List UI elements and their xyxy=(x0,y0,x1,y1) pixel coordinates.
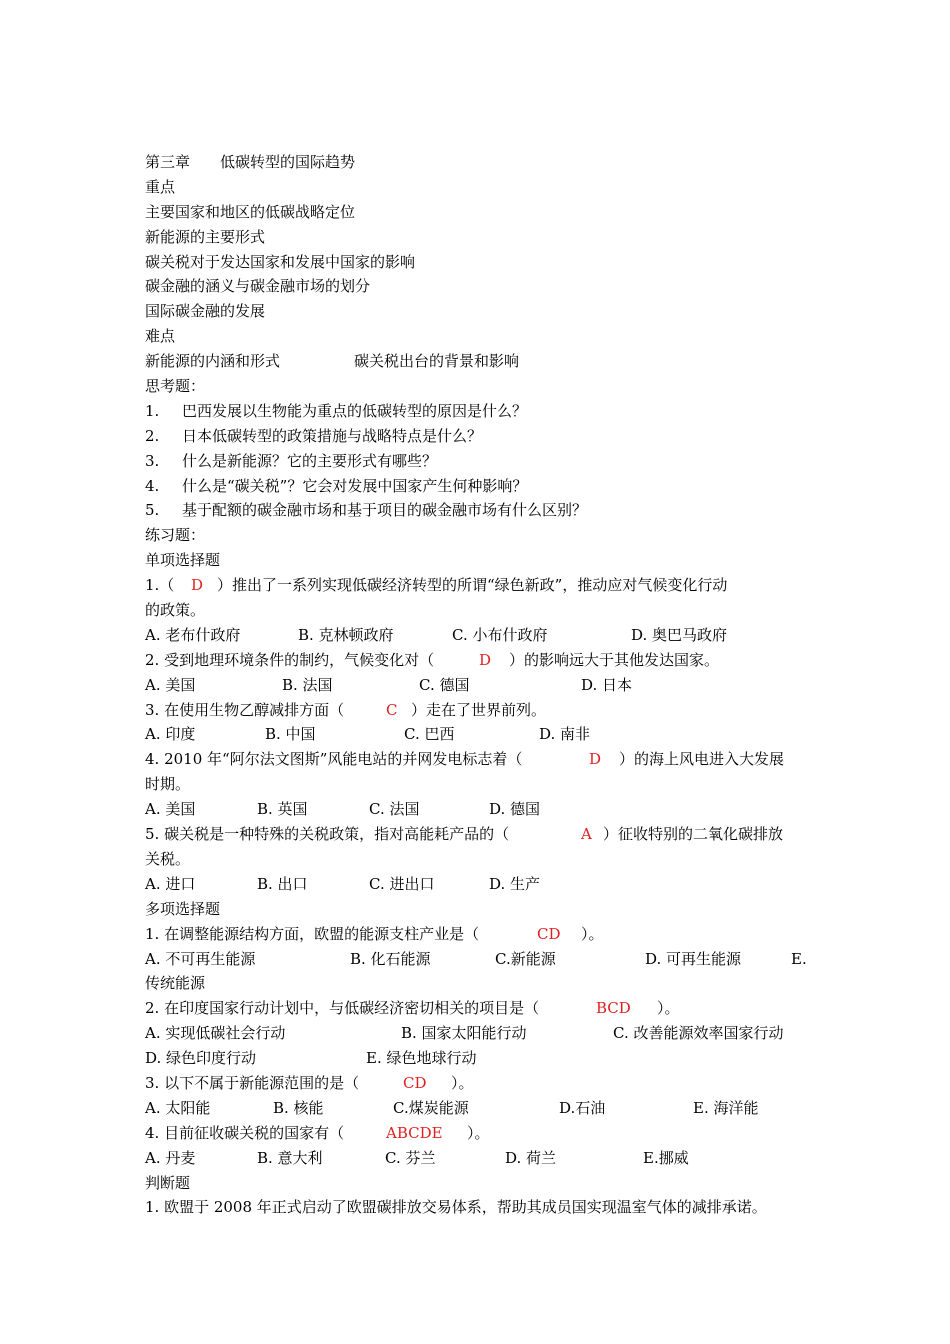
option: C. 进出口 xyxy=(369,874,435,893)
question-prefix: 4. 2010 年“阿尔法文图斯”风能电站的并网发电标志着（ xyxy=(145,750,523,769)
key-point: 新能源的主要形式 xyxy=(145,227,266,246)
question-suffix: ）的海上风电进入大发展 xyxy=(619,750,785,769)
option: C. 改善能源效率国家行动 xyxy=(613,1024,784,1043)
question-prefix: 5. 碳关税是一种特殊的关税政策，指对高能耗产品的（ xyxy=(145,825,510,844)
option: E. xyxy=(791,949,807,968)
multi-question-1 xyxy=(145,922,825,947)
options-row xyxy=(145,1096,825,1121)
difficult-heading: 难点 xyxy=(145,327,176,346)
difficult-point: 新能源的内涵和形式 xyxy=(145,352,281,371)
question-text: 基于配额的碳金融市场和基于项目的碳金融市场有什么区别？ xyxy=(182,501,588,520)
option: C. 德国 xyxy=(419,675,470,694)
question-suffix: ）。 xyxy=(657,999,680,1018)
single-question-4 xyxy=(145,747,825,772)
multi-choice-heading: 多项选择题 xyxy=(145,899,221,918)
option: B. 国家太阳能行动 xyxy=(401,1024,527,1043)
single-question-5 xyxy=(145,822,825,847)
option-continuation: 传统能源 xyxy=(145,974,206,993)
answer: C xyxy=(386,700,398,719)
option: C.煤炭能源 xyxy=(393,1098,469,1117)
option: A. 印度 xyxy=(145,725,196,744)
option: D. 南非 xyxy=(539,725,591,744)
option: A. 丹麦 xyxy=(145,1148,196,1167)
option: B. 核能 xyxy=(273,1098,324,1117)
option: A. 老布什政府 xyxy=(145,625,241,644)
question-number: 4. xyxy=(145,476,160,495)
question-suffix: ）。 xyxy=(467,1123,490,1142)
option: A. 美国 xyxy=(145,675,196,694)
think-question xyxy=(145,424,825,449)
chapter-title: 第三章 低碳转型的国际趋势 xyxy=(145,153,356,171)
question-prefix: 2. 在印度国家行动计划中，与低碳经济密切相关的项目是（ xyxy=(145,999,540,1018)
question-suffix: ）征收特别的二氧化碳排放 xyxy=(603,825,784,844)
question-text: 巴西发展以生物能为重点的低碳转型的原因是什么？ xyxy=(182,401,528,420)
option: B. 英国 xyxy=(257,800,308,819)
option: C.新能源 xyxy=(495,949,556,968)
option: D. 德国 xyxy=(489,800,541,819)
option: B. 意大利 xyxy=(257,1148,323,1167)
option: C. 巴西 xyxy=(404,725,455,744)
option: E. 绿色地球行动 xyxy=(366,1049,477,1068)
option: E.挪威 xyxy=(643,1148,689,1167)
question-number: 2. xyxy=(145,426,160,445)
answer: CD xyxy=(403,1073,427,1092)
option: A. 美国 xyxy=(145,800,196,819)
key-point: 碳金融的涵义与碳金融市场的划分 xyxy=(145,277,371,296)
judge-question-1: 1. 欧盟于 2008 年正式启动了欧盟碳排放交易体系，帮助其成员国实现温室气体的减排承诺。 xyxy=(145,1198,767,1217)
question-number: 1. xyxy=(145,401,160,420)
multi-question-2 xyxy=(145,996,825,1021)
question-text: 日本低碳转型的政策措施与战略特点是什么？ xyxy=(182,426,483,445)
question-number: 3. xyxy=(145,451,160,470)
options-row xyxy=(145,872,825,897)
question-suffix: ）走在了世界前列。 xyxy=(411,700,547,719)
answer: D xyxy=(479,650,492,669)
answer: D xyxy=(191,576,204,595)
difficult-point: 碳关税出台的背景和影响 xyxy=(354,352,520,371)
options-row xyxy=(145,1146,825,1171)
options-row xyxy=(145,1046,825,1071)
option: D. 荷兰 xyxy=(505,1148,557,1167)
answer: ABCDE xyxy=(386,1123,443,1142)
option: A. 太阳能 xyxy=(145,1098,211,1117)
question-prefix: 1.（ xyxy=(145,576,175,595)
question-suffix: ）的影响远大于其他发达国家。 xyxy=(509,650,720,669)
multi-question-3 xyxy=(145,1071,825,1096)
question-prefix: 4. 目前征收碳关税的国家有（ xyxy=(145,1123,345,1142)
option: B. 出口 xyxy=(257,874,308,893)
options-row xyxy=(145,1021,825,1046)
document-page xyxy=(145,150,825,1220)
difficult-points xyxy=(145,349,825,374)
multi-question-4 xyxy=(145,1121,825,1146)
think-question xyxy=(145,498,825,523)
option: D. 生产 xyxy=(489,874,541,893)
think-question xyxy=(145,474,825,499)
question-prefix: 1. 在调整能源结构方面，欧盟的能源支柱产业是（ xyxy=(145,924,480,943)
judge-heading: 判断题 xyxy=(145,1173,191,1192)
single-question-1 xyxy=(145,573,825,598)
option: D. 可再生能源 xyxy=(645,949,742,968)
question-number: 5. xyxy=(145,501,160,520)
options-row xyxy=(145,722,825,747)
key-heading: 重点 xyxy=(145,177,176,196)
option: A. 进口 xyxy=(145,874,196,893)
option: D. 绿色印度行动 xyxy=(145,1049,257,1068)
single-question-3 xyxy=(145,698,825,723)
question-prefix: 2. 受到地理环境条件的制约，气候变化对（ xyxy=(145,650,435,669)
option: B. 中国 xyxy=(265,725,316,744)
option: E. 海洋能 xyxy=(693,1098,759,1117)
options-row xyxy=(145,623,825,648)
key-point: 主要国家和地区的低碳战略定位 xyxy=(145,202,356,221)
option: A. 实现低碳社会行动 xyxy=(145,1024,286,1043)
option: B. 法国 xyxy=(282,675,333,694)
options-row xyxy=(145,947,825,972)
think-question xyxy=(145,399,825,424)
question-prefix: 3. 以下不属于新能源范围的是（ xyxy=(145,1073,360,1092)
option: B. 克林顿政府 xyxy=(298,625,394,644)
options-row xyxy=(145,673,825,698)
key-point: 国际碳金融的发展 xyxy=(145,302,266,321)
option: B. 化石能源 xyxy=(350,949,431,968)
option: C. 法国 xyxy=(369,800,420,819)
answer: CD xyxy=(537,924,561,943)
question-text: 什么是新能源？它的主要形式有哪些？ xyxy=(182,451,438,470)
question-continuation: 关税。 xyxy=(145,849,191,868)
option: C. 小布什政府 xyxy=(452,625,548,644)
option: A. 不可再生能源 xyxy=(145,949,256,968)
think-heading: 思考题： xyxy=(145,377,206,396)
question-suffix: ）。 xyxy=(581,924,604,943)
option: D.石油 xyxy=(559,1098,606,1117)
single-question-2 xyxy=(145,648,825,673)
exercise-heading: 练习题： xyxy=(145,526,206,545)
key-point: 碳关税对于发达国家和发展中国家的影响 xyxy=(145,252,416,271)
option: D. 奥巴马政府 xyxy=(631,625,728,644)
question-text: 什么是“碳关税”？它会对发展中国家产生何种影响？ xyxy=(182,476,528,495)
answer: BCD xyxy=(596,999,631,1018)
option: C. 芬兰 xyxy=(385,1148,436,1167)
question-prefix: 3. 在使用生物乙醇减排方面（ xyxy=(145,700,345,719)
think-question xyxy=(145,449,825,474)
question-suffix: ）推出了一系列实现低碳经济转型的所谓“绿色新政”，推动应对气候变化行动 xyxy=(217,576,728,595)
question-continuation: 的政策。 xyxy=(145,601,206,620)
answer: A xyxy=(581,825,592,844)
option: D. 日本 xyxy=(581,675,633,694)
question-continuation: 时期。 xyxy=(145,775,191,794)
answer: D xyxy=(589,750,602,769)
single-choice-heading: 单项选择题 xyxy=(145,551,221,570)
options-row xyxy=(145,797,825,822)
question-suffix: ）。 xyxy=(451,1073,474,1092)
